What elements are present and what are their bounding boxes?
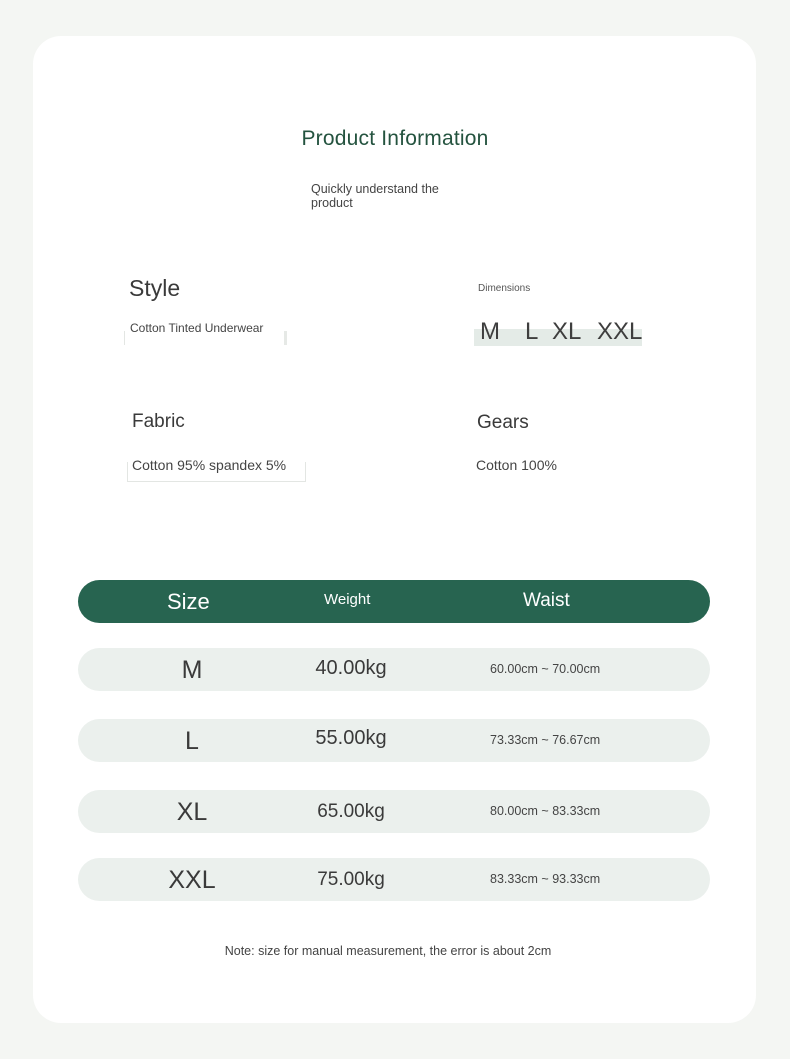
row-weight: 75.00kg	[317, 869, 385, 890]
row-waist: 73.33cm ~ 76.67cm	[490, 733, 601, 747]
dimension-size-xl: XL	[552, 318, 582, 345]
size-table-header	[78, 580, 710, 623]
table-row	[78, 719, 710, 762]
measurement-note: Note: size for manual measurement, the error is about 2cm	[224, 944, 552, 958]
column-header-size: Size	[167, 589, 210, 614]
row-waist: 83.33cm ~ 93.33cm	[490, 872, 601, 886]
row-waist: 60.00cm ~ 70.00cm	[490, 662, 601, 676]
style-label: Style	[129, 275, 181, 301]
row-size: XXL	[168, 866, 216, 894]
column-header-waist: Waist	[523, 590, 570, 611]
dimension-size-l: L	[525, 318, 539, 345]
dimensions-sizes	[480, 318, 642, 346]
row-waist: 80.00cm ~ 83.33cm	[490, 804, 601, 818]
dimension-size-xxl: XXL	[597, 318, 643, 345]
column-header-weight: Weight	[324, 591, 371, 608]
gears-label: Gears	[477, 412, 529, 433]
fabric-label: Fabric	[132, 411, 185, 432]
style-box-edge-left	[124, 331, 125, 345]
table-row	[78, 648, 710, 691]
table-row	[78, 790, 710, 833]
style-value: Cotton Tinted Underwear	[130, 321, 264, 335]
gears-value: Cotton 100%	[476, 457, 557, 473]
row-size: XL	[176, 798, 208, 826]
page-subtitle: Quickly understand the product	[311, 182, 439, 210]
row-size: M	[181, 656, 203, 684]
row-size: L	[185, 727, 199, 755]
page-title: Product Information	[301, 127, 489, 150]
style-box-edge-right	[284, 331, 287, 345]
dimension-size-m: M	[480, 318, 500, 345]
row-weight: 65.00kg	[317, 801, 385, 822]
row-weight: 40.00kg	[315, 657, 387, 679]
fabric-value: Cotton 95% spandex 5%	[132, 457, 287, 473]
table-row	[78, 858, 710, 901]
dimensions-label: Dimensions	[478, 283, 531, 294]
row-weight: 55.00kg	[315, 727, 387, 749]
